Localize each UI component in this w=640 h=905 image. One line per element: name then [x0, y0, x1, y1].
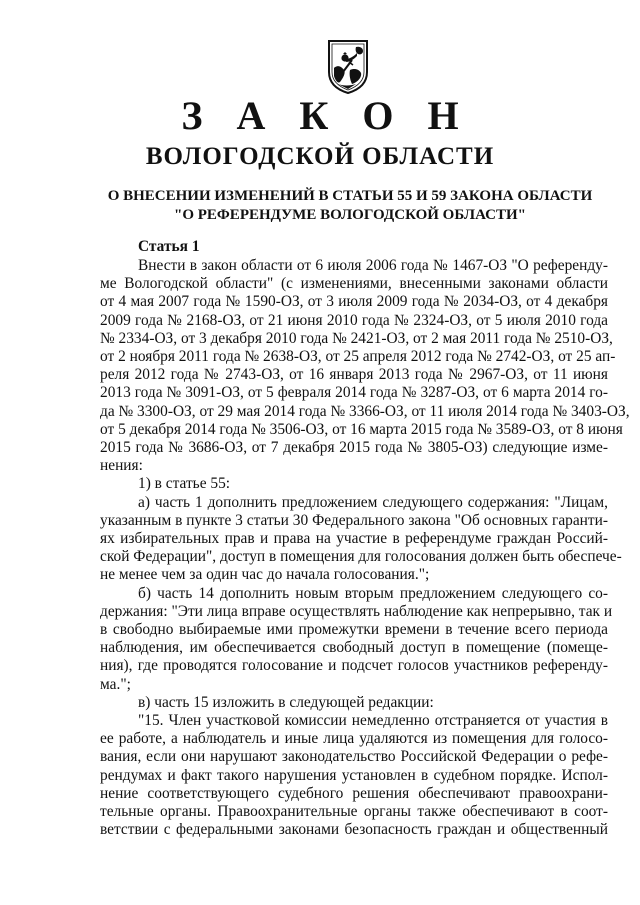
text-line: ме Вологодской области" (с изменениями, внесенными законами области — [100, 275, 608, 293]
text-line: ма."; — [100, 675, 131, 693]
text-line: рендумах и факт такого нарушения установлен в судебном порядке. Испол- — [100, 766, 608, 784]
text-line: ее работе, а наблюдатель и иные лица удаляются из помещения для голосо- — [100, 730, 608, 748]
subject-line: "О РЕФЕРЕНДУМЕ ВОЛОГОДСКОЙ ОБЛАСТИ" — [174, 207, 526, 223]
text-line: б) часть 14 дополнить новым вторым предложением следующего со- — [138, 584, 608, 602]
text-line: нение соответствующего судебного решения обеспечивают правоохрани- — [100, 784, 608, 802]
text-line: от 5 декабря 2014 года № 3506-ОЗ, от 16 марта 2015 года № 3589-ОЗ, от 8 июня — [100, 420, 623, 438]
text-line: ветствии с федеральными законами безопасность граждан и общественный — [100, 821, 608, 839]
article-body — [100, 238, 630, 840]
text-line: не менее чем за один час до начала голосования."; — [100, 566, 430, 584]
text-line: наблюдения, им обеспечивается свободный доступ в помещение (помеще- — [100, 639, 608, 657]
text-line: 2009 года № 2168-ОЗ, от 21 июня 2010 года № 2324-ОЗ, от 5 июля 2010 года — [100, 311, 608, 329]
subject-line: О ВНЕСЕНИИ ИЗМЕНЕНИЙ В СТАТЬИ 55 И 59 ЗАКОНА ОБЛАСТИ — [107, 188, 593, 204]
article-intro-paragraph — [100, 257, 630, 475]
text-line: 2015 года № 3686-ОЗ, от 7 декабря 2015 года № 3805-ОЗ) следующие изме- — [100, 439, 608, 457]
text-line: нения: — [100, 457, 143, 475]
text-line: от 2 ноября 2011 года № 2638-ОЗ, от 25 апреля 2012 года № 2742-ОЗ, от 25 ап- — [100, 348, 616, 366]
coat-of-arms-emblem — [326, 38, 370, 94]
text-line: от 4 мая 2007 года № 1590-ОЗ, от 3 июля 2009 года № 2034-ОЗ, от 4 декабря — [100, 293, 608, 311]
text-line: а) часть 1 дополнить предложением следующего содержания: "Лицам, — [138, 493, 608, 511]
law-subject — [100, 187, 600, 225]
text-line: указанным в пункте 3 статьи 30 Федерального закона "Об основных гаранти- — [100, 511, 608, 529]
text-line: ской Федерации", доступ в помещения для голосования должен быть обеспече- — [100, 548, 622, 566]
item-1: 1) в статье 55: — [138, 475, 231, 493]
text-line: № 2334-ОЗ, от 3 декабря 2010 года № 2421-ОЗ, от 2 мая 2011 года № 2510-ОЗ, — [100, 329, 613, 347]
law-title: З А К О Н — [181, 93, 471, 138]
text-line: "15. Член участковой комиссии немедленно отстраняется от участия в — [138, 712, 608, 730]
text-line: ях избирательных прав и права на участие в референдуме граждан Россий- — [100, 530, 608, 548]
text-line: тельные органы. Правоохранительные органы также обеспечивают в соот- — [100, 803, 608, 821]
text-line: 2013 года № 3091-ОЗ, от 5 февраля 2014 года № 3287-ОЗ, от 6 марта 2014 го- — [100, 384, 608, 402]
part-b-paragraph — [100, 584, 613, 694]
text-line: ния), где проводятся голосование и подсчет голосов участников референду- — [100, 657, 608, 675]
part-c: в) часть 15 изложить в следующей редакции: — [138, 693, 434, 711]
quoted-part-15 — [100, 712, 608, 839]
text-line: реля 2012 года № 2743-ОЗ, от 16 января 2013 года № 2967-ОЗ, от 11 июня — [100, 366, 608, 384]
region-name: ВОЛОГОДСКОЙ ОБЛАСТИ — [145, 143, 495, 170]
text-line: да № 3300-ОЗ, от 29 мая 2014 года № 3366-ОЗ, от 11 июля 2014 года № 3403-ОЗ, — [100, 402, 630, 420]
text-line: в свободно выбираемые ими промежутки времени в течение всего периода — [100, 621, 608, 639]
part-a-paragraph — [100, 493, 622, 585]
text-line: держания: "Эти лица вправе осуществлять наблюдение как непрерывно, так и — [100, 602, 613, 620]
text-line: Внести в закон области от 6 июля 2006 года № 1467-ОЗ "О референду- — [138, 257, 608, 274]
text-line: вания, если они нарушают законодательство Российской Федерации о рефе- — [100, 748, 608, 766]
article-heading: Статья 1 — [138, 238, 200, 255]
